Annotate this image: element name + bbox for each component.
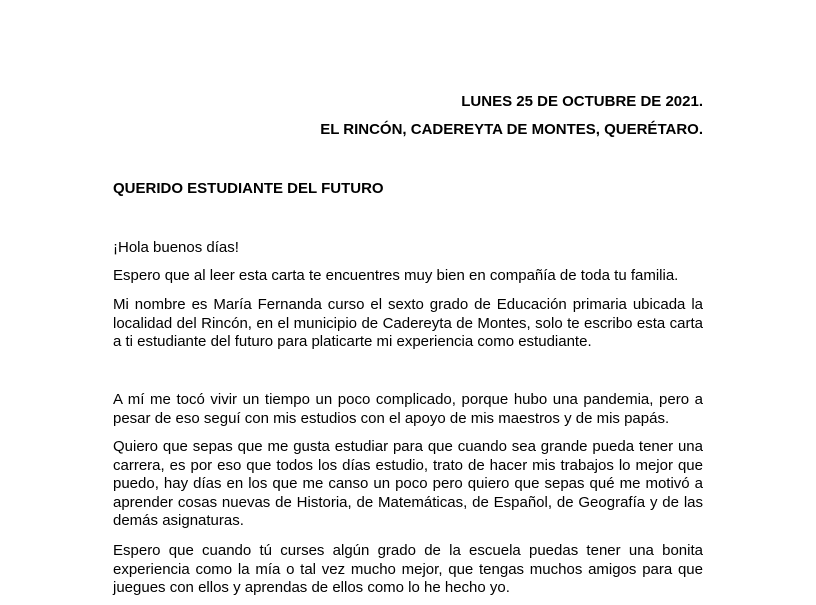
letter-paragraph-5: Espero que cuando tú curses algún grado de la escuela puedas tener una bonita experiencia como la mía o tal vez mucho mejor, que tengas muchos amigos para que juegues con ellos y aprendas de ellos como lo he hecho yo. <box>113 542 703 596</box>
letter-date: LUNES 25 DE OCTUBRE DE 2021. <box>461 93 703 110</box>
letter-paragraph-1: Espero que al leer esta carta te encuentres muy bien en compañía de toda tu familia. <box>113 267 679 284</box>
letter-paragraph-4: Quiero que sepas que me gusta estudiar para que cuando sea grande pueda tener una carrera, es por eso que todos los días estudio, trato de hacer mis trabajos lo mejor que puedo, hay días en los que me canso un poco pero quiero que sepas qué me motivó a aprender cosas nuevas de Historia, de Matemáticas, de Español, de Geografía y de las demás asignaturas. <box>113 438 703 529</box>
letter-greeting: ¡Hola buenos días! <box>113 239 239 256</box>
letter-paragraph-2: Mi nombre es María Fernanda curso el sexto grado de Educación primaria ubicada la localidad del Rincón, en el municipio de Cadereyta de Montes, solo te escribo esta carta a ti estudiante del futuro para platicarte mi experiencia como estudiante. <box>113 296 703 350</box>
letter-paragraph-3: A mí me tocó vivir un tiempo un poco complicado, porque hubo una pandemia, pero a pesar de eso seguí con mis estudios con el apoyo de mis maestros y de mis papás. <box>113 391 703 427</box>
letter-place: EL RINCÓN, CADEREYTA DE MONTES, QUERÉTARO. <box>320 121 703 138</box>
letter-salutation: QUERIDO ESTUDIANTE DEL FUTURO <box>113 180 384 197</box>
